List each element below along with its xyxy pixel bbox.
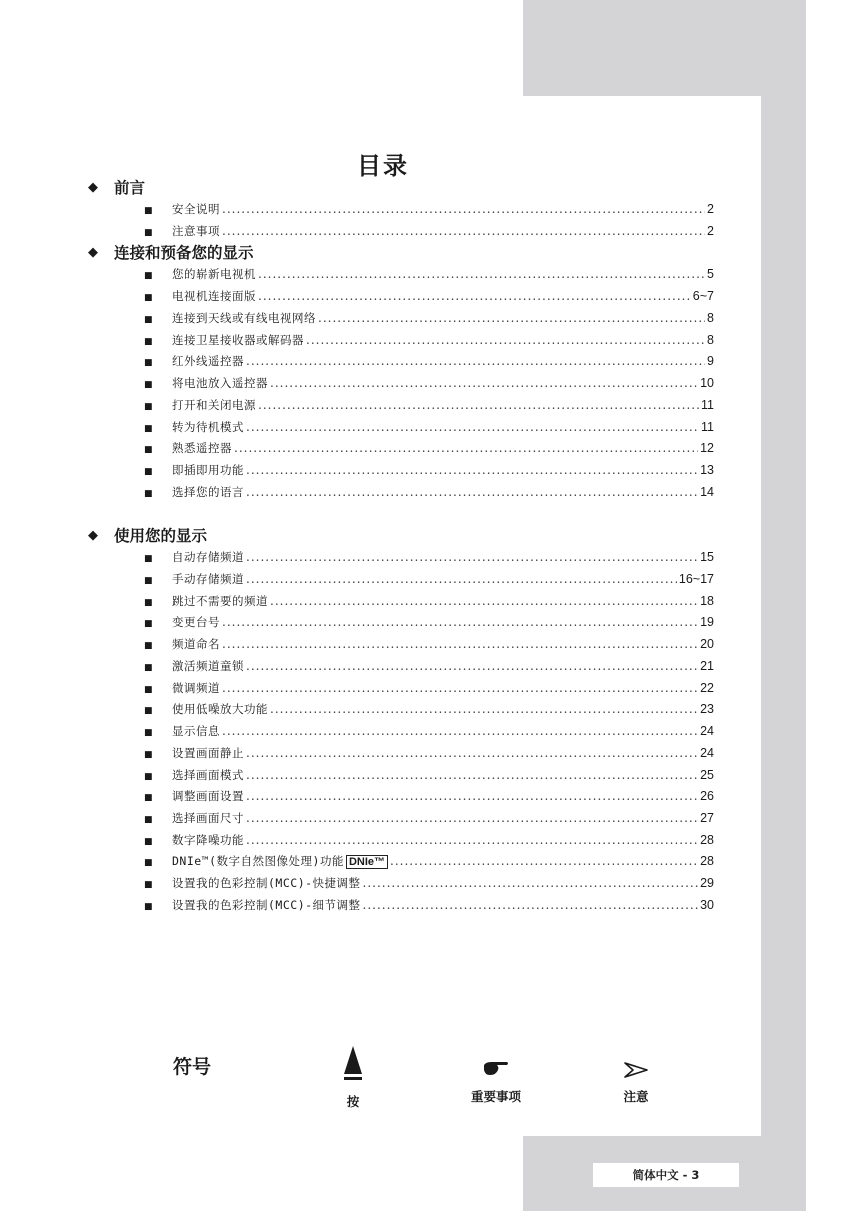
press-triangle-icon xyxy=(342,1044,364,1082)
square-bullet-icon: ■ xyxy=(144,619,153,629)
toc-entry[interactable] xyxy=(144,593,714,610)
toc-entry-label: 设置我的色彩控制(MCC)-快捷调整 xyxy=(172,876,361,890)
square-bullet-icon: ■ xyxy=(144,858,153,868)
square-bullet-icon: ■ xyxy=(144,554,153,564)
toc-entry[interactable] xyxy=(144,636,714,653)
toc-entry-page: 6~7 xyxy=(692,289,714,303)
square-bullet-icon: ■ xyxy=(144,293,153,303)
leader-dots xyxy=(270,702,698,716)
toc-entry-page: 2 xyxy=(707,224,714,238)
leader-dots xyxy=(222,202,705,216)
leader-dots xyxy=(246,833,698,847)
toc-entry-page: 13 xyxy=(700,463,714,477)
square-bullet-icon: ■ xyxy=(144,228,153,238)
symbol-important xyxy=(461,1059,531,1105)
toc-entry-label: 转为待机模式 xyxy=(172,420,244,434)
toc-entry[interactable] xyxy=(144,266,714,283)
symbol-press xyxy=(333,1044,373,1110)
square-bullet-icon: ■ xyxy=(144,380,153,390)
toc-entry[interactable] xyxy=(144,353,714,370)
toc-entry-label: 红外线遥控器 xyxy=(172,354,244,368)
leader-dots xyxy=(246,768,698,782)
toc-entry-label: 设置我的色彩控制(MCC)-细节调整 xyxy=(172,898,361,912)
toc-entry-page: 10 xyxy=(700,376,714,390)
toc-entry-page: 11 xyxy=(701,398,714,412)
square-bullet-icon: ■ xyxy=(144,772,153,782)
page-footer: 简体中文 - 3 xyxy=(593,1163,739,1187)
leader-dots xyxy=(246,354,705,368)
toc-entry-label: 显示信息 xyxy=(172,724,220,738)
arrow-note-icon xyxy=(623,1061,649,1079)
square-bullet-icon: ■ xyxy=(144,902,153,912)
toc-entry-page: 28 xyxy=(700,854,714,868)
leader-dots xyxy=(246,420,699,434)
square-bullet-icon: ■ xyxy=(144,576,153,586)
toc-entry-label: 连接卫星接收器或解码器 xyxy=(172,333,304,347)
page-title: 目录 xyxy=(357,151,409,180)
toc-entry[interactable] xyxy=(144,440,714,457)
toc-entry-label: 打开和关闭电源 xyxy=(172,398,256,412)
section-title: 前言 xyxy=(114,178,146,197)
leader-dots xyxy=(246,572,677,586)
square-bullet-icon: ■ xyxy=(144,467,153,477)
toc-entry-page: 21 xyxy=(700,659,714,673)
toc-entry-label: 选择您的语言 xyxy=(172,485,244,499)
toc-entry[interactable] xyxy=(144,223,714,240)
toc-entry-label: 微调频道 xyxy=(172,681,220,695)
toc-entry-page: 20 xyxy=(700,637,714,651)
toc-entry-label: 变更台号 xyxy=(172,615,220,629)
square-bullet-icon: ■ xyxy=(144,315,153,325)
toc-entry[interactable] xyxy=(144,419,714,436)
toc-entry[interactable] xyxy=(144,853,714,870)
leader-dots xyxy=(222,724,698,738)
toc-entry-page: 27 xyxy=(700,811,714,825)
toc-entry-label: 注意事项 xyxy=(172,224,220,238)
toc-entry-label: 您的崭新电视机 xyxy=(172,267,256,281)
toc-entry-page: 12 xyxy=(700,441,714,455)
symbols-title: 符号 xyxy=(173,1056,212,1078)
toc-entry[interactable] xyxy=(144,875,714,892)
square-bullet-icon: ■ xyxy=(144,728,153,738)
section-title: 使用您的显示 xyxy=(114,526,208,545)
toc-entry-label: 激活频道童锁 xyxy=(172,659,244,673)
leader-dots xyxy=(306,333,705,347)
toc-entry-label: 调整画面设置 xyxy=(172,789,244,803)
square-bullet-icon: ■ xyxy=(144,663,153,673)
leader-dots xyxy=(222,224,705,238)
toc-entry-label: 电视机连接面版 xyxy=(172,289,256,303)
toc-entry-label: 手动存储频道 xyxy=(172,572,244,586)
square-bullet-icon: ■ xyxy=(144,641,153,651)
square-bullet-icon: ■ xyxy=(144,337,153,347)
toc-entry-label: 即插即用功能 xyxy=(172,463,244,477)
toc-entry[interactable] xyxy=(144,745,714,762)
toc-entry-page: 18 xyxy=(700,594,714,608)
leader-dots xyxy=(390,854,698,868)
leader-dots xyxy=(222,681,698,695)
square-bullet-icon: ■ xyxy=(144,206,153,216)
square-bullet-icon: ■ xyxy=(144,598,153,608)
toc-entry[interactable] xyxy=(144,201,714,218)
toc-entry[interactable] xyxy=(144,462,714,479)
toc-entry[interactable] xyxy=(144,332,714,349)
pointing-hand-icon xyxy=(482,1059,510,1079)
square-bullet-icon: ■ xyxy=(144,424,153,434)
toc-entry-label: 频道命名 xyxy=(172,637,220,651)
toc-entry[interactable] xyxy=(144,614,714,631)
leader-dots xyxy=(258,289,691,303)
square-bullet-icon: ■ xyxy=(144,358,153,368)
toc-entry-label: 安全说明 xyxy=(172,202,220,216)
toc-entry-page: 24 xyxy=(700,746,714,760)
toc-entry-label: 熟悉遥控器 xyxy=(172,441,232,455)
toc-entry[interactable] xyxy=(144,897,714,914)
leader-dots xyxy=(246,746,698,760)
square-bullet-icon: ■ xyxy=(144,837,153,847)
symbol-label: 按 xyxy=(346,1094,360,1109)
toc-entry-page: 15 xyxy=(700,550,714,564)
toc-entry[interactable] xyxy=(144,288,714,305)
diamond-bullet-icon: ◆ xyxy=(88,244,98,260)
toc-entry-label: 自动存储频道 xyxy=(172,550,244,564)
decorative-top-block xyxy=(523,0,806,96)
toc-entry-page: 29 xyxy=(700,876,714,890)
toc-entry-label: 将电池放入遥控器 xyxy=(172,376,268,390)
square-bullet-icon: ■ xyxy=(144,706,153,716)
toc-entry[interactable] xyxy=(144,701,714,718)
toc-entry-page: 30 xyxy=(700,898,714,912)
leader-dots xyxy=(246,463,698,477)
leader-dots xyxy=(222,637,698,651)
square-bullet-icon: ■ xyxy=(144,445,153,455)
section-title: 连接和预备您的显示 xyxy=(114,243,254,262)
toc-entry[interactable] xyxy=(144,680,714,697)
square-bullet-icon: ■ xyxy=(144,489,153,499)
toc-entry-label: 选择画面模式 xyxy=(172,768,244,782)
toc-entry[interactable] xyxy=(144,397,714,414)
toc-entry-label: 使用低噪放大功能 xyxy=(172,702,268,716)
square-bullet-icon: ■ xyxy=(144,793,153,803)
toc-entry[interactable] xyxy=(144,310,714,327)
toc-entry-label: 数字降噪功能 xyxy=(172,833,244,847)
decorative-right-band xyxy=(761,96,806,1136)
leader-dots xyxy=(246,789,698,803)
section-heading xyxy=(88,177,145,197)
diamond-bullet-icon: ◆ xyxy=(88,527,98,543)
toc-entry-page: 26 xyxy=(700,789,714,803)
toc-entry[interactable] xyxy=(144,723,714,740)
square-bullet-icon: ■ xyxy=(144,402,153,412)
toc-entry-label: 设置画面静止 xyxy=(172,746,244,760)
toc-entry-label: 跳过不需要的频道 xyxy=(172,594,268,608)
dnie-logo-badge: DNIe™ xyxy=(346,855,388,869)
leader-dots xyxy=(234,441,698,455)
symbol-label: 注意 xyxy=(623,1089,649,1104)
toc-entry-page: 22 xyxy=(700,681,714,695)
toc-entry[interactable] xyxy=(144,375,714,392)
toc-entry-label: 连接到天线或有线电视网络 xyxy=(172,311,316,325)
symbol-note xyxy=(611,1061,661,1105)
toc-entry[interactable] xyxy=(144,832,714,849)
leader-dots xyxy=(270,594,698,608)
toc-entry[interactable] xyxy=(144,658,714,675)
toc-entry-page: 23 xyxy=(700,702,714,716)
leader-dots xyxy=(246,811,698,825)
leader-dots xyxy=(258,267,705,281)
toc-entry-page: 24 xyxy=(700,724,714,738)
leader-dots xyxy=(363,876,699,890)
symbol-label: 重要事项 xyxy=(470,1089,521,1104)
toc-entry-page: 16~17 xyxy=(678,572,714,586)
toc-entry[interactable] xyxy=(144,549,714,566)
leader-dots xyxy=(363,898,699,912)
toc-entry-page: 2 xyxy=(707,202,714,216)
section-heading xyxy=(88,242,254,262)
diamond-bullet-icon: ◆ xyxy=(88,179,98,195)
toc-entry[interactable] xyxy=(144,810,714,827)
leader-dots xyxy=(270,376,698,390)
square-bullet-icon: ■ xyxy=(144,750,153,760)
toc-entry-label: DNIe™(数字自然图像处理)功能 xyxy=(172,854,344,868)
toc-entry-page: 25 xyxy=(700,768,714,782)
section-heading xyxy=(88,525,207,545)
leader-dots xyxy=(318,311,705,325)
toc-entry-page: 8 xyxy=(707,311,714,325)
toc-entry[interactable] xyxy=(144,788,714,805)
leader-dots xyxy=(246,659,698,673)
toc-entry-page: 28 xyxy=(700,833,714,847)
toc-entry[interactable] xyxy=(144,767,714,784)
square-bullet-icon: ■ xyxy=(144,685,153,695)
toc-entry[interactable] xyxy=(144,571,714,588)
toc-entry[interactable] xyxy=(144,484,714,501)
toc-entry-page: 19 xyxy=(700,615,714,629)
square-bullet-icon: ■ xyxy=(144,271,153,281)
toc-entry-page: 11 xyxy=(701,420,714,434)
leader-dots xyxy=(258,398,699,412)
toc-entry-page: 8 xyxy=(707,333,714,347)
toc-entry-page: 5 xyxy=(707,267,714,281)
toc-entry-page: 9 xyxy=(707,354,714,368)
leader-dots xyxy=(246,485,698,499)
square-bullet-icon: ■ xyxy=(144,880,153,890)
leader-dots xyxy=(222,615,698,629)
leader-dots xyxy=(246,550,698,564)
square-bullet-icon: ■ xyxy=(144,815,153,825)
toc-entry-page: 14 xyxy=(700,485,714,499)
toc-entry-label: 选择画面尺寸 xyxy=(172,811,244,825)
